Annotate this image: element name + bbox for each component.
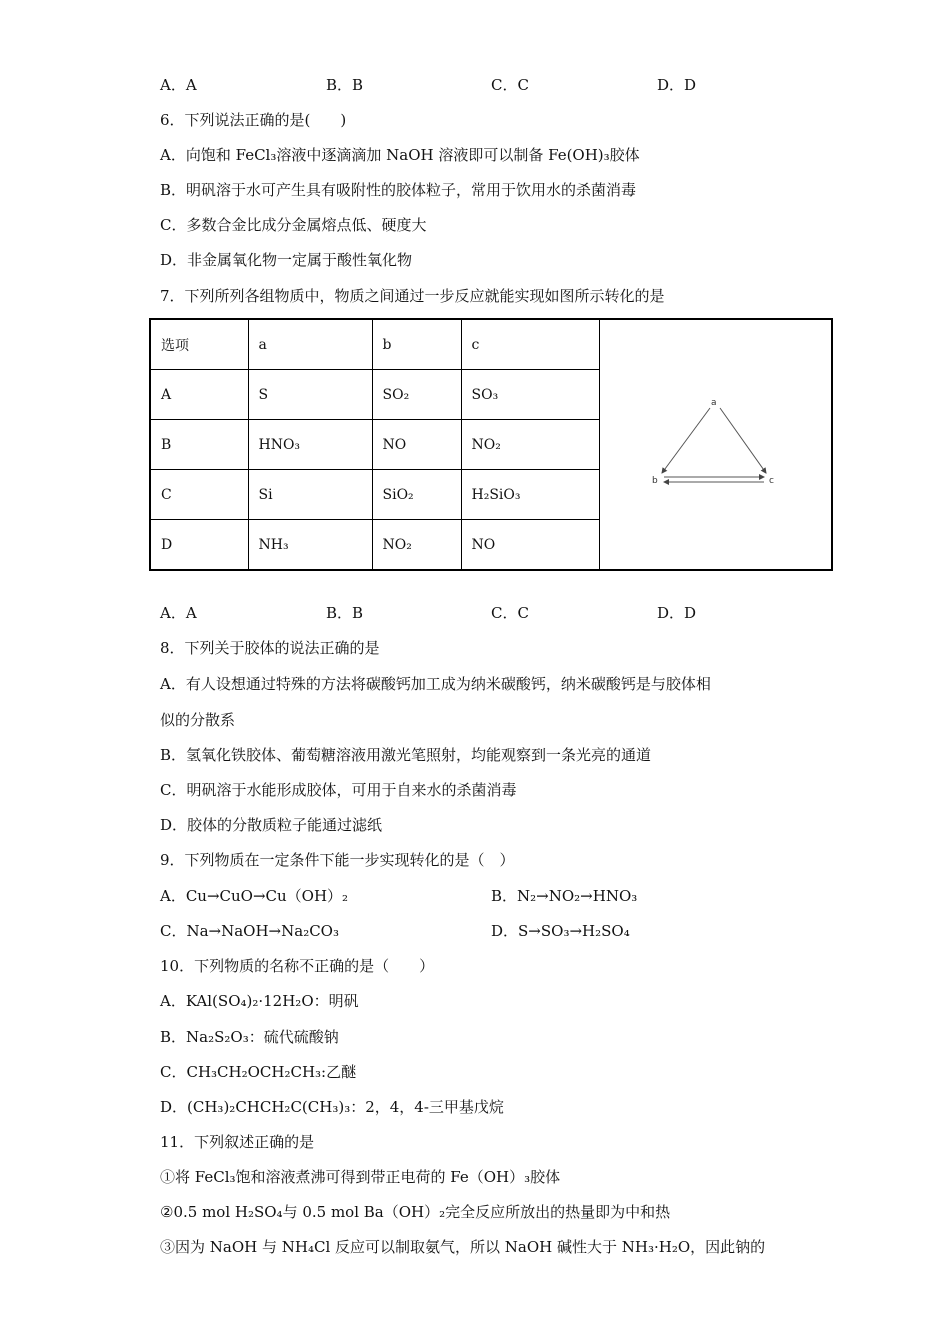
q9-stem: 9．下列物质在一定条件下能一步实现转化的是（ ） — [160, 851, 515, 869]
q11-statement-3: ③因为 NaOH 与 NH₄Cl 反应可以制取氨气，所以 NaOH 碱性大于 NH₃·H₂O，因此钠的 — [160, 1238, 766, 1256]
q9-option-b: B．N₂→NO₂→HNO₃ — [491, 887, 638, 905]
cell: SO₂ — [372, 370, 461, 420]
q6-stem: 6．下列说法正确的是( ) — [160, 111, 347, 129]
cell: NO — [372, 420, 461, 470]
q9-option-d: D．S→SO₃→H₂SO₄ — [491, 922, 630, 940]
q7-table — [149, 318, 833, 571]
arrow-a-to-b — [662, 408, 710, 473]
q7-stem: 7．下列所列各组物质中，物质之间通过一步反应就能实现如图所示转化的是 — [160, 287, 665, 305]
q6-option-b: B．明矾溶于水可产生具有吸附性的胶体粒子，常用于饮用水的杀菌消毒 — [160, 181, 637, 199]
cell: Si — [248, 470, 372, 520]
q8-option-b: B．氢氧化铁胶体、葡萄糖溶液用激光笔照射，均能观察到一条光亮的通道 — [160, 746, 652, 764]
cell: C — [150, 470, 248, 520]
q11-stem: 11．下列叙述正确的是 — [160, 1133, 315, 1151]
q8-option-a: A．有人设想通过特殊的方法将碳酸钙加工成为纳米碳酸钙，纳米碳酸钙是与胶体相 — [160, 675, 711, 693]
q10-option-c: C．CH₃CH₂OCH₂CH₃:乙醚 — [160, 1063, 357, 1081]
q8-option-a-cont: 似的分散系 — [160, 711, 236, 729]
cell: SiO₂ — [372, 470, 461, 520]
q7-option-b: B．B — [326, 604, 364, 622]
triangle-cycle-diagram — [650, 393, 780, 493]
q9-option-a: A．Cu→CuO→Cu（OH）₂ — [160, 887, 349, 905]
q5-option-d: D．D — [657, 76, 697, 94]
q10-option-d: D．(CH₃)₂CHCH₂C(CH₃)₃：2，4，4-三甲基戊烷 — [160, 1098, 504, 1116]
cell: NO₂ — [372, 520, 461, 571]
cell: A — [150, 370, 248, 420]
cell: S — [248, 370, 372, 420]
cell: SO₃ — [461, 370, 599, 420]
header-cell: a — [248, 319, 372, 370]
cell: NO — [461, 520, 599, 571]
q5-option-c: C．C — [491, 76, 529, 94]
q11-statement-1: ①将 FeCl₃饱和溶液煮沸可得到带正电荷的 Fe（OH）₃胶体 — [160, 1168, 561, 1186]
arrow-a-to-c — [720, 408, 766, 473]
q8-option-c: C．明矾溶于水能形成胶体，可用于自来水的杀菌消毒 — [160, 781, 517, 799]
header-cell: 选项 — [150, 319, 248, 370]
cell: D — [150, 520, 248, 571]
cell: NO₂ — [461, 420, 599, 470]
diagram-label-c: c — [769, 475, 775, 486]
diagram-label-a: a — [711, 397, 717, 408]
q8-option-d: D．胶体的分散质粒子能通过滤纸 — [160, 816, 383, 834]
cell: B — [150, 420, 248, 470]
q5-option-b: B．B — [326, 76, 364, 94]
q5-option-a: A．A — [160, 76, 197, 94]
transformation-diagram-cell — [599, 319, 832, 570]
header-cell: c — [461, 319, 599, 370]
diagram-label-b: b — [652, 475, 658, 486]
q8-stem: 8．下列关于胶体的说法正确的是 — [160, 639, 380, 657]
q7-option-d: D．D — [657, 604, 697, 622]
table-header-row — [150, 319, 832, 370]
q10-option-a: A．KAl(SO₄)₂·12H₂O：明矾 — [160, 992, 359, 1010]
q7-option-c: C．C — [491, 604, 529, 622]
cell: NH₃ — [248, 520, 372, 571]
q11-statement-2: ②0.5 mol H₂SO₄与 0.5 mol Ba（OH）₂完全反应所放出的热量即为中和热 — [160, 1203, 671, 1221]
q6-option-a: A．向饱和 FeCl₃溶液中逐滴滴加 NaOH 溶液即可以制备 Fe(OH)₃胶体 — [160, 146, 640, 164]
q6-option-c: C．多数合金比成分金属熔点低、硬度大 — [160, 216, 427, 234]
q6-option-d: D．非金属氧化物一定属于酸性氧化物 — [160, 251, 413, 269]
header-cell: b — [372, 319, 461, 370]
cell: HNO₃ — [248, 420, 372, 470]
cell: H₂SiO₃ — [461, 470, 599, 520]
q10-stem: 10．下列物质的名称不正确的是（ ） — [160, 957, 435, 975]
q10-option-b: B．Na₂S₂O₃：硫代硫酸钠 — [160, 1028, 339, 1046]
q7-option-a: A．A — [160, 604, 197, 622]
q9-option-c: C．Na→NaOH→Na₂CO₃ — [160, 922, 339, 940]
